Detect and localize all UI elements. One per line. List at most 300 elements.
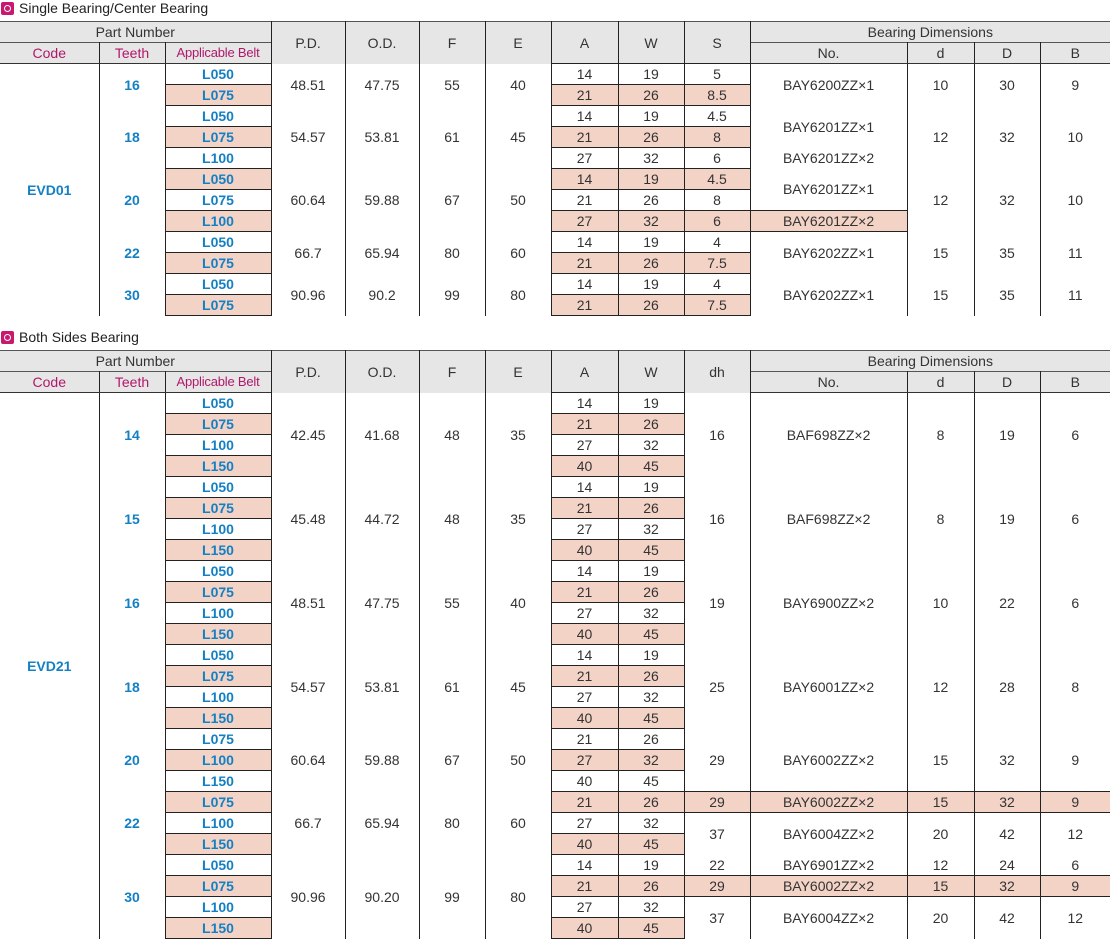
- header-bearing-no: No.: [750, 43, 907, 64]
- cell-dh: 19: [684, 561, 750, 645]
- header-od: O.D.: [345, 351, 419, 393]
- cell-d: 10: [907, 561, 974, 645]
- cell-f: 55: [419, 561, 485, 645]
- cell-applicable-belt: L150: [165, 456, 271, 477]
- cell-w: 32: [618, 603, 684, 624]
- cell-w: 26: [618, 127, 684, 148]
- cell-dh: 22: [684, 855, 750, 876]
- cell-od: 47.75: [345, 561, 419, 645]
- cell-D: 42: [974, 813, 1040, 855]
- cell-a: 27: [551, 148, 618, 169]
- header-D: D: [974, 372, 1040, 393]
- cell-applicable-belt: L150: [165, 624, 271, 645]
- cell-d: 12: [907, 106, 974, 169]
- cell-s: 6: [684, 148, 750, 169]
- cell-b: 8: [1040, 645, 1110, 729]
- cell-w: 26: [618, 582, 684, 603]
- section-title-text: Both Sides Bearing: [19, 329, 139, 345]
- cell-pd: 54.57: [271, 645, 345, 729]
- spec-table-both-sides-bearing: [0, 350, 1110, 939]
- section-title-single-bearing: [0, 0, 208, 16]
- table-row: [0, 393, 1110, 414]
- cell-f: 48: [419, 477, 485, 561]
- cell-a: 21: [551, 253, 618, 274]
- header-bearing-no: No.: [750, 372, 907, 393]
- cell-d: 10: [907, 64, 974, 106]
- cell-e: 60: [485, 232, 551, 274]
- cell-d: 15: [907, 876, 974, 897]
- cell-teeth: 22: [99, 792, 165, 855]
- cell-w: 45: [618, 540, 684, 561]
- cell-a: 27: [551, 211, 618, 232]
- cell-w: 45: [618, 708, 684, 729]
- cell-applicable-belt: L075: [165, 414, 271, 435]
- cell-applicable-belt: L075: [165, 190, 271, 211]
- cell-a: 21: [551, 729, 618, 750]
- cell-f: 80: [419, 232, 485, 274]
- cell-w: 45: [618, 834, 684, 855]
- cell-e: 45: [485, 106, 551, 169]
- cell-D: 28: [974, 645, 1040, 729]
- cell-dh: 37: [684, 897, 750, 939]
- header-last-col: dh: [684, 351, 750, 393]
- header-b: B: [1040, 43, 1110, 64]
- cell-applicable-belt: L050: [165, 561, 271, 582]
- header-part-number: Part Number: [0, 22, 271, 43]
- cell-s: 4.5: [684, 106, 750, 127]
- cell-pd: 60.64: [271, 729, 345, 792]
- cell-a: 14: [551, 274, 618, 295]
- cell-d: 12: [907, 645, 974, 729]
- cell-applicable-belt: L075: [165, 729, 271, 750]
- cell-pd: 48.51: [271, 561, 345, 645]
- header-e: E: [485, 351, 551, 393]
- cell-dh: 29: [684, 876, 750, 897]
- cell-applicable-belt: L075: [165, 792, 271, 813]
- cell-e: 45: [485, 645, 551, 729]
- cell-teeth: 20: [99, 169, 165, 232]
- cell-a: 21: [551, 127, 618, 148]
- cell-dh: 25: [684, 645, 750, 729]
- cell-a: 40: [551, 708, 618, 729]
- header-b: B: [1040, 372, 1110, 393]
- cell-pd: 60.64: [271, 169, 345, 232]
- cell-applicable-belt: L100: [165, 435, 271, 456]
- cell-applicable-belt: L050: [165, 106, 271, 127]
- cell-D: 32: [974, 169, 1040, 232]
- header-f: F: [419, 351, 485, 393]
- cell-D: 22: [974, 561, 1040, 645]
- cell-od: 90.2: [345, 274, 419, 316]
- header-teeth: Teeth: [99, 43, 165, 64]
- cell-s: 7.5: [684, 295, 750, 316]
- cell-s: 8: [684, 127, 750, 148]
- cell-applicable-belt: L150: [165, 834, 271, 855]
- cell-w: 45: [618, 918, 684, 939]
- cell-a: 40: [551, 771, 618, 792]
- table-row: [0, 232, 1110, 253]
- cell-teeth: 15: [99, 477, 165, 561]
- cell-w: 32: [618, 897, 684, 918]
- cell-d: 12: [907, 855, 974, 876]
- cell-code: EVD21: [0, 393, 99, 939]
- cell-d: 20: [907, 813, 974, 855]
- cell-f: 61: [419, 645, 485, 729]
- cell-w: 26: [618, 295, 684, 316]
- cell-d: 15: [907, 274, 974, 316]
- cell-w: 26: [618, 253, 684, 274]
- cell-applicable-belt: L075: [165, 582, 271, 603]
- cell-teeth: 22: [99, 232, 165, 274]
- table-row: [0, 876, 1110, 897]
- cell-a: 21: [551, 190, 618, 211]
- header-d: d: [907, 43, 974, 64]
- cell-od: 59.88: [345, 169, 419, 232]
- cell-b: 9: [1040, 876, 1110, 897]
- cell-w: 19: [618, 855, 684, 876]
- cell-applicable-belt: L050: [165, 64, 271, 85]
- cell-s: 5: [684, 64, 750, 85]
- cell-applicable-belt: L075: [165, 498, 271, 519]
- cell-applicable-belt: L075: [165, 666, 271, 687]
- cell-e: 80: [485, 855, 551, 939]
- cell-s: 4: [684, 274, 750, 295]
- cell-a: 40: [551, 540, 618, 561]
- cell-w: 32: [618, 435, 684, 456]
- cell-bearing-no: BAY6001ZZ×2: [750, 645, 907, 729]
- cell-applicable-belt: L100: [165, 519, 271, 540]
- cell-a: 14: [551, 477, 618, 498]
- cell-pd: 66.7: [271, 232, 345, 274]
- cell-s: 7.5: [684, 253, 750, 274]
- cell-applicable-belt: L150: [165, 708, 271, 729]
- cell-applicable-belt: L150: [165, 918, 271, 939]
- cell-w: 32: [618, 750, 684, 771]
- cell-bearing-no: BAY6004ZZ×2: [750, 897, 907, 939]
- table-row: [0, 792, 1110, 813]
- cell-a: 27: [551, 750, 618, 771]
- cell-e: 40: [485, 64, 551, 106]
- cell-d: 20: [907, 897, 974, 939]
- cell-bearing-no: BAY6002ZZ×2: [750, 729, 907, 792]
- cell-w: 19: [618, 393, 684, 414]
- cell-e: 60: [485, 792, 551, 855]
- cell-applicable-belt: L050: [165, 169, 271, 190]
- cell-a: 27: [551, 435, 618, 456]
- cell-b: 9: [1040, 64, 1110, 106]
- cell-f: 67: [419, 169, 485, 232]
- cell-e: 35: [485, 477, 551, 561]
- cell-w: 19: [618, 232, 684, 253]
- cell-D: 35: [974, 232, 1040, 274]
- cell-e: 50: [485, 729, 551, 792]
- cell-b: 6: [1040, 393, 1110, 477]
- header-bearing-dimensions: Bearing Dimensions: [750, 351, 1110, 372]
- cell-a: 14: [551, 645, 618, 666]
- cell-d: 12: [907, 169, 974, 232]
- cell-d: 15: [907, 792, 974, 813]
- cell-a: 21: [551, 498, 618, 519]
- cell-w: 26: [618, 190, 684, 211]
- cell-s: 8.5: [684, 85, 750, 106]
- cell-f: 55: [419, 64, 485, 106]
- cell-a: 27: [551, 897, 618, 918]
- cell-bearing-no: BAF698ZZ×2: [750, 393, 907, 477]
- cell-od: 65.94: [345, 792, 419, 855]
- cell-applicable-belt: L050: [165, 232, 271, 253]
- cell-w: 26: [618, 792, 684, 813]
- cell-D: 24: [974, 855, 1040, 876]
- cell-dh: 29: [684, 729, 750, 792]
- cell-teeth: 20: [99, 729, 165, 792]
- cell-pd: 66.7: [271, 792, 345, 855]
- header-od: O.D.: [345, 22, 419, 64]
- cell-bearing-no: BAY6201ZZ×2: [750, 211, 907, 232]
- cell-d: 8: [907, 393, 974, 477]
- header-pd: P.D.: [271, 22, 345, 64]
- spec-table-single-bearing: [0, 21, 1110, 316]
- cell-pd: 90.96: [271, 274, 345, 316]
- cell-applicable-belt: L150: [165, 540, 271, 561]
- header-code: Code: [0, 43, 99, 64]
- cell-bearing-no: BAY6202ZZ×1: [750, 232, 907, 274]
- cell-pd: 45.48: [271, 477, 345, 561]
- cell-s: 8: [684, 190, 750, 211]
- cell-applicable-belt: L050: [165, 477, 271, 498]
- header-a: A: [551, 351, 618, 393]
- cell-pd: 90.96: [271, 855, 345, 939]
- cell-applicable-belt: L050: [165, 645, 271, 666]
- cell-a: 14: [551, 855, 618, 876]
- cell-a: 27: [551, 519, 618, 540]
- table-row: [0, 645, 1110, 666]
- cell-code: EVD01: [0, 64, 99, 316]
- cell-a: 21: [551, 666, 618, 687]
- cell-w: 19: [618, 561, 684, 582]
- cell-bearing-no: BAY6201ZZ×1: [750, 106, 907, 148]
- section-title-text: Single Bearing/Center Bearing: [19, 0, 209, 16]
- cell-applicable-belt: L050: [165, 393, 271, 414]
- header-part-number: Part Number: [0, 351, 271, 372]
- cell-applicable-belt: L100: [165, 603, 271, 624]
- cell-applicable-belt: L050: [165, 855, 271, 876]
- cell-pd: 42.45: [271, 393, 345, 477]
- cell-bearing-no: BAY6900ZZ×2: [750, 561, 907, 645]
- header-applicable-belt: Applicable Belt: [165, 372, 271, 393]
- cell-b: 10: [1040, 169, 1110, 232]
- cell-applicable-belt: L075: [165, 85, 271, 106]
- cell-D: 19: [974, 393, 1040, 477]
- cell-a: 14: [551, 561, 618, 582]
- header-pd: P.D.: [271, 351, 345, 393]
- table-row: [0, 729, 1110, 750]
- cell-D: 42: [974, 897, 1040, 939]
- cell-s: 4: [684, 232, 750, 253]
- cell-d: 15: [907, 729, 974, 792]
- cell-w: 19: [618, 645, 684, 666]
- table-row: [0, 897, 1110, 918]
- cell-dh: 16: [684, 477, 750, 561]
- header-f: F: [419, 22, 485, 64]
- cell-w: 26: [618, 85, 684, 106]
- cell-a: 40: [551, 918, 618, 939]
- cell-applicable-belt: L075: [165, 876, 271, 897]
- cell-od: 59.88: [345, 729, 419, 792]
- cell-applicable-belt: L075: [165, 253, 271, 274]
- cell-D: 32: [974, 876, 1040, 897]
- cell-a: 14: [551, 169, 618, 190]
- cell-a: 21: [551, 876, 618, 897]
- table-row: [0, 169, 1110, 190]
- cell-a: 14: [551, 393, 618, 414]
- cell-w: 32: [618, 211, 684, 232]
- cell-applicable-belt: L100: [165, 750, 271, 771]
- cell-w: 26: [618, 729, 684, 750]
- cell-w: 19: [618, 274, 684, 295]
- cell-a: 21: [551, 792, 618, 813]
- cell-f: 67: [419, 729, 485, 792]
- cell-applicable-belt: L100: [165, 897, 271, 918]
- cell-w: 45: [618, 624, 684, 645]
- cell-e: 40: [485, 561, 551, 645]
- cell-e: 80: [485, 274, 551, 316]
- cell-e: 50: [485, 169, 551, 232]
- cell-w: 26: [618, 498, 684, 519]
- cell-applicable-belt: L100: [165, 813, 271, 834]
- cell-w: 45: [618, 771, 684, 792]
- cell-a: 40: [551, 624, 618, 645]
- cell-D: 35: [974, 274, 1040, 316]
- cell-e: 35: [485, 393, 551, 477]
- header-a: A: [551, 22, 618, 64]
- cell-od: 44.72: [345, 477, 419, 561]
- cell-od: 53.81: [345, 645, 419, 729]
- cell-D: 32: [974, 792, 1040, 813]
- cell-D: 32: [974, 106, 1040, 169]
- cell-teeth: 18: [99, 645, 165, 729]
- cell-bearing-no: BAY6201ZZ×1: [750, 169, 907, 211]
- cell-b: 11: [1040, 274, 1110, 316]
- cell-w: 32: [618, 148, 684, 169]
- header-w: W: [618, 351, 684, 393]
- cell-a: 21: [551, 85, 618, 106]
- cell-b: 10: [1040, 106, 1110, 169]
- cell-D: 32: [974, 729, 1040, 792]
- cell-w: 26: [618, 876, 684, 897]
- cell-bearing-no: BAF698ZZ×2: [750, 477, 907, 561]
- header-teeth: Teeth: [99, 372, 165, 393]
- bullet-icon: [1, 2, 14, 15]
- section-title-both-sides-bearing: [0, 329, 139, 345]
- table-row: [0, 561, 1110, 582]
- cell-applicable-belt: L100: [165, 211, 271, 232]
- cell-teeth: 16: [99, 64, 165, 106]
- cell-bearing-no: BAY6901ZZ×2: [750, 855, 907, 876]
- cell-w: 19: [618, 477, 684, 498]
- cell-applicable-belt: L075: [165, 127, 271, 148]
- cell-b: 6: [1040, 561, 1110, 645]
- header-d: d: [907, 372, 974, 393]
- header-code: Code: [0, 372, 99, 393]
- cell-od: 53.81: [345, 106, 419, 169]
- cell-D: 19: [974, 477, 1040, 561]
- cell-s: 6: [684, 211, 750, 232]
- header-e: E: [485, 22, 551, 64]
- cell-w: 19: [618, 64, 684, 85]
- cell-w: 19: [618, 106, 684, 127]
- cell-applicable-belt: L100: [165, 687, 271, 708]
- cell-f: 99: [419, 274, 485, 316]
- cell-d: 15: [907, 232, 974, 274]
- header-bearing-dimensions: Bearing Dimensions: [750, 22, 1110, 43]
- cell-bearing-no: BAY6002ZZ×2: [750, 876, 907, 897]
- cell-pd: 54.57: [271, 106, 345, 169]
- table-row: [0, 813, 1110, 834]
- bullet-icon: [1, 331, 14, 344]
- cell-a: 14: [551, 106, 618, 127]
- cell-b: 12: [1040, 897, 1110, 939]
- cell-pd: 48.51: [271, 64, 345, 106]
- cell-teeth: 30: [99, 855, 165, 939]
- cell-f: 48: [419, 393, 485, 477]
- header-applicable-belt: Applicable Belt: [165, 43, 271, 64]
- cell-a: 21: [551, 582, 618, 603]
- cell-a: 27: [551, 603, 618, 624]
- table-row: [0, 274, 1110, 295]
- cell-teeth: 16: [99, 561, 165, 645]
- cell-f: 61: [419, 106, 485, 169]
- cell-applicable-belt: L150: [165, 771, 271, 792]
- cell-f: 99: [419, 855, 485, 939]
- cell-a: 21: [551, 414, 618, 435]
- cell-applicable-belt: L100: [165, 148, 271, 169]
- cell-applicable-belt: L075: [165, 295, 271, 316]
- cell-bearing-no: BAY6202ZZ×1: [750, 274, 907, 316]
- cell-a: 14: [551, 232, 618, 253]
- cell-w: 26: [618, 414, 684, 435]
- cell-b: 9: [1040, 729, 1110, 792]
- cell-w: 32: [618, 813, 684, 834]
- cell-w: 26: [618, 666, 684, 687]
- cell-teeth: 18: [99, 106, 165, 169]
- cell-w: 45: [618, 456, 684, 477]
- cell-od: 41.68: [345, 393, 419, 477]
- cell-b: 6: [1040, 855, 1110, 876]
- header-w: W: [618, 22, 684, 64]
- cell-b: 12: [1040, 813, 1110, 855]
- cell-od: 65.94: [345, 232, 419, 274]
- cell-f: 80: [419, 792, 485, 855]
- cell-b: 11: [1040, 232, 1110, 274]
- cell-teeth: 30: [99, 274, 165, 316]
- cell-s: 4.5: [684, 169, 750, 190]
- table-row: [0, 855, 1110, 876]
- cell-bearing-no: BAY6004ZZ×2: [750, 813, 907, 855]
- cell-a: 27: [551, 687, 618, 708]
- cell-dh: 37: [684, 813, 750, 855]
- cell-w: 19: [618, 169, 684, 190]
- cell-a: 40: [551, 834, 618, 855]
- cell-dh: 16: [684, 393, 750, 477]
- table-row: [0, 477, 1110, 498]
- cell-b: 6: [1040, 477, 1110, 561]
- table-row: [0, 64, 1110, 85]
- cell-bearing-no: BAY6002ZZ×2: [750, 792, 907, 813]
- cell-b: 9: [1040, 792, 1110, 813]
- cell-bearing-no: BAY6200ZZ×1: [750, 64, 907, 106]
- cell-dh: 29: [684, 792, 750, 813]
- cell-d: 8: [907, 477, 974, 561]
